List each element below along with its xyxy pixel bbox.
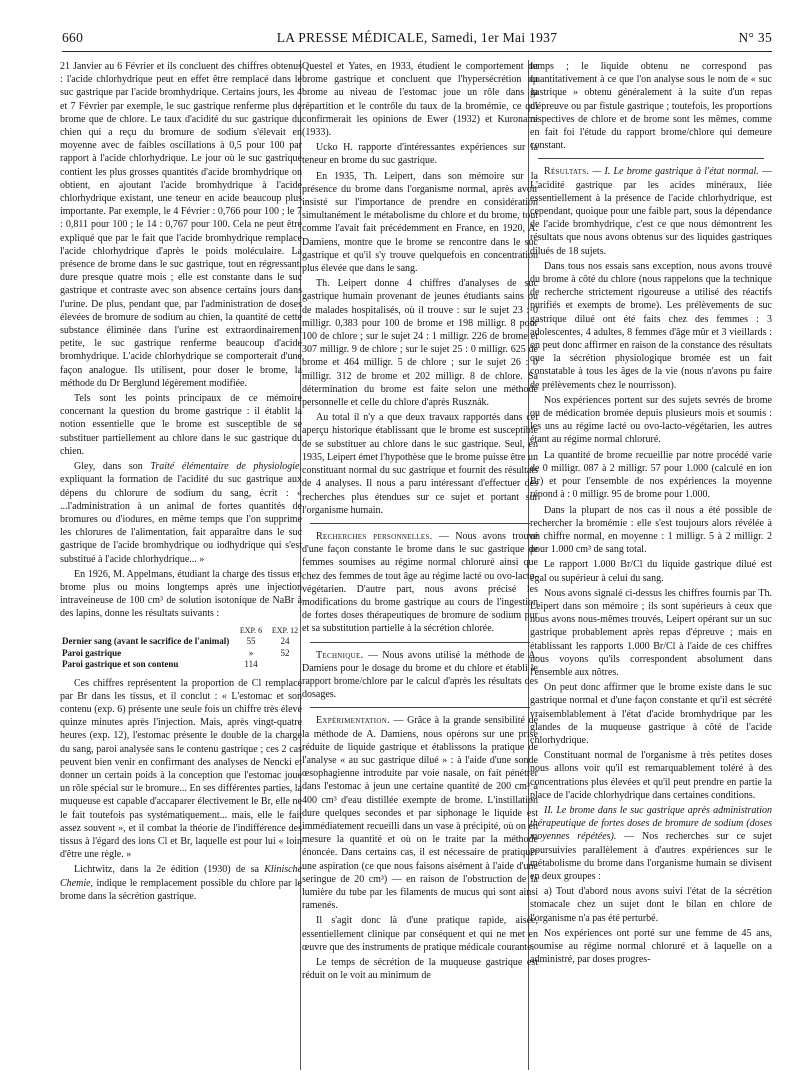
table-row-label: Dernier sang (avant le sacrifice de l'animal)	[62, 636, 230, 647]
paragraph	[302, 714, 538, 912]
table-cell: 24	[280, 636, 290, 647]
table-cell: »	[248, 647, 254, 658]
table-row	[60, 636, 302, 648]
table-column-header: EXP. 12	[271, 625, 299, 635]
paragraph: Dans tous nos essais sans exception, nous avons trouvé du brome à côté du chlore (nous rappelons que la technique de recherche strictement rigoureuse a utilisé des réactifs purifiés et exempts de brome). Les prélèvements de suc gastrique dilué ont été faits chez des femmes : 3 adolescentes, 4 adultes, 8 femmes d'âge mûr et 3 vieillards : on peut donc affirmer en raison de la constance des résultats que la sécrétion physiologique bromée est un fait constatable à tous les âges de la vie (nous n'avons pu faire de prélèvements chez le nourrisson).	[530, 260, 772, 391]
book-title: Klinische Chemie	[60, 864, 302, 889]
text-run: — Grâce à la grande sensibilité de la méthode de A. Damiens, nous opérons sur une prise réduite de liquide gastrique et établissons la pratique de l'analyse « au suc gastrique dilué » : à l'aide d'une sonde œsophagienne introduite par voie nasale, on fait pénétrer dans l'estomac à jeun une certaine quantité de 200 cm³ à 400 cm³ d'eau distillée exempte de brome. L'instillation dure quelques secondes et par siphonage le liquide est immédiatement recueilli dans un vase à précipité, où on en mesure la quantité et où on le traite par la méthode énoncée. Dans certains cas, il est nécessaire de pratiquer une aspiration (ce que nous faisons aisément à l'aide d'une seringue de 20 cm³) — en raison de l'obstruction de la lumière du tube par les filaments de mucus qui sont ainsi ramenés.	[302, 715, 538, 912]
section-heading: Expérimentation.	[316, 715, 390, 727]
paragraph: Nos expériences portent sur des sujets sevrés de brome ou de médication bromée depuis plusieurs mois et soumis : les uns au régime lacté ou ovo-lacto-végétarien, les autres étant au régime normal chloruré.	[530, 394, 772, 446]
book-title: Traité élémentaire de physiologie	[150, 461, 300, 473]
paragraph: En 1926, M. Appelmans, étudiant la charge des tissus en brome plus ou moins longtemps après une injection intraveineuse de 100 cm³ de solution isotonique de NaBr à des lapins, donne les résultats suivants :	[60, 568, 302, 620]
page-header	[62, 30, 772, 52]
paragraph: La quantité de brome recueillie par notre procédé varie de 0 milligr. 087 à 2 milligr. 57 pour 1.000 (calculé en ion Br) et pour l'ensemble de nos expériences la moyenne répond à : 0 milligr. 95 de brome pour 1.000.	[530, 449, 772, 501]
table-row-label: Paroi gastrique et son contenu	[62, 659, 179, 670]
paragraph: Tels sont les points principaux de ce mémoire concernant la question du brome gastrique : il établit la notion essentielle que le brome est susceptible de se substituer partiellement au chlore dans le suc gastrique du chien.	[60, 393, 302, 457]
section-separator	[310, 642, 530, 643]
column-right	[530, 60, 772, 1070]
table-row	[60, 648, 302, 660]
text-run: Gley, dans son	[74, 461, 151, 473]
paragraph: Th. Leipert donne 4 chiffres d'analyses de suc gastrique humain provenant de jeunes étudiants sains ou de malades hospitalisés, où il trouve : sur le sujet 23 : 0 milligr. 0,383 pour 100 de brome et 198 milligr. 8 pour 100 de chlore ; sur le sujet 24 : 1 milligr. 226 de brome et 307 milligr. 9 de chlore ; sur le sujet 25 : 0 milligr. 625 de brome et 464 milligr. 5 de chlore ; sur le sujet 26 : 0 milligr. 312 de brome et 202 milligr. 8 de chlore. Sa détermination du brome est faite selon une méthode personnelle et celle du chlore d'après Rusznák.	[302, 278, 538, 409]
text-run: Lichtwitz, dans la 2e édition (1930) de sa	[74, 864, 265, 876]
text-run: — Nous avons utilisé la méthode de A. Damiens pour le dosage du brome et du chlore et établi le rapport brome/chlore par le calcul d'après les résultats des dosages.	[302, 649, 538, 701]
paragraph: Dans la plupart de nos cas il nous a été possible de rechercher la bromémie : elle s'est toujours alors révélée à un chiffre normal, en moyenne : 1 milligr. 5 à 2 milligr. 2 pour 1.000 cm³ de sang total.	[530, 504, 772, 556]
section-separator	[538, 158, 764, 159]
column-left	[60, 60, 302, 1070]
paragraph: En 1935, Th. Leipert, dans son mémoire sur la présence du brome dans l'organisme normal, après avoir insisté sur l'importance de prendre en considération simultanément le métabolisme du chlore et du brome, tout comme l'avait fait précédemment en France, en 1920, A. Damiens, montre que le brome se rencontre dans le suc gastrique et qu'il s'y trouve quelquefois en concentration plus élevée que dans le sang.	[302, 170, 538, 275]
header-rule	[62, 51, 772, 52]
section-separator	[310, 707, 530, 708]
paragraph: Ucko H. rapporte d'intéressantes expériences sur la teneur en brome du suc gastrique.	[302, 142, 538, 167]
table-cell: 114	[244, 659, 258, 670]
section-heading: Résultats.	[544, 166, 590, 178]
paragraph: Questel et Yates, en 1933, étudient le comportement du brome gastrique et concluent que l'hypersécrétion du brome au niveau de l'estomac joue un rôle dans la répartition et le contrôle du taux de la bromémie, ce qui confirmerait les opinions de Ewer (1932) et Kuronami (1933).	[302, 61, 538, 139]
section-title: — I. Le brome gastrique à l'état normal.	[589, 166, 759, 178]
paragraph: Le temps de sécrétion de la muqueuse gastrique est réduit on le voit au minimum de	[302, 957, 538, 982]
text-run: — Nous avons trouvé d'une façon constante le brome dans le suc gastrique de femmes soumises au régime normal chloruré ainsi que chez des femmes de tout âge au régime lacté ou ovo-lacto-végétarien. D'autre part, nous avons précisé les modifications du brome gastrique au cours de l'ingestion de fortes doses thérapeutiques de bromure de sodium pur et sa substitution partielle à la sécrétion chlorée.	[302, 530, 538, 635]
paragraph: Au total il n'y a que deux travaux rapportés dans cet aperçu historique établissant que le brome est susceptible de se substituer au chlore dans le suc gastrique. Seul, en 1935, Leipert émet l'hypothèse que le brome puisse être un constituant normal du suc gastrique et fournit des résultats de 4 analyses. Il nous a paru intéressant d'effectuer des recherches plus étendues sur ce sujet et portant sur l'organisme humain.	[302, 412, 538, 516]
journal-title: LA PRESSE MÉDICALE, Samedi, 1er Mai 1937	[276, 30, 558, 45]
paragraph: Constituant normal de l'organisme à très petites doses nous allons voir qu'il est remarquablement toléré à des concentrations plus élevées et qu'il peut prendre en partie la place de l'acide chlorhydrique dans certaines conditions.	[530, 750, 772, 801]
text-run: — Nos recherches sur ce sujet poursuivies parallèlement à d'autres expériences sur le métabolisme du brome dans l'organisme humain se divisent en deux groupes :	[530, 831, 772, 882]
paragraph: a) Tout d'abord nous avons suivi l'état de la sécrétion stomacale chez un sujet dont le bilan en chlore de l'organisme n'a pas été perturbé.	[530, 886, 772, 924]
paragraph: Le rapport 1.000 Br/Cl du liquide gastrique dilué est égal ou supérieur à celui du sang.	[530, 559, 772, 584]
page-number: 660	[62, 30, 84, 45]
table-row	[60, 659, 302, 671]
section-separator	[310, 523, 530, 524]
paragraph: Nous avons signalé ci-dessus les chiffres fournis par Th. Leipert dans son mémoire ; ils sont supérieurs à ceux que nous avons nous-mêmes trouvés, Leipert opérant sur un suc gastrique probablement après repas d'épreuve ; mais en établissant les rapports 1.000 Br/Cl à l'aide de ces chiffres nous voyons qu'ils correspondent absolument dans l'ensemble aux nôtres.	[530, 587, 772, 678]
table-cell	[268, 659, 302, 671]
table-row-label: Paroi gastrique	[62, 647, 122, 658]
section-heading: Technique.	[316, 649, 364, 661]
issue-number: N° 35	[738, 30, 772, 45]
text-run: — L'acidité gastrique par les acides minéraux, liée essentiellement à la présence de l'acide chlorhydrique, est cependant, quoique pour une faible part, sous la dépendance de l'acide bromhydrique, c'est ce que nous démontrent les résultats que nous avons obtenus sur des liquides gastriques dilués de 18 sujets.	[530, 166, 772, 257]
paragraph	[530, 804, 772, 883]
paragraph: Ces chiffres représentent la proportion de Cl remplacé par Br dans les tissus, et il conclut : « L'estomac et son contenu (exp. 6) présente une seule fois un chiffre très élevé quinze minutes après l'injection. Mais, après vingt-quatre heures (exp. 12), l'estomac présente le double de la charge du sang, paroi analysée sans le contenu gastrique ; ces 2 cas peuvent bien venir en confirmant des analyses de Nencki et donner un certain poids à la conception que l'estomac joue un rôle spécial sur le bromure... En ses différentes parties, la muqueuse est capable d'accaparer électivement le Br, elle ne le fait toutefois pas systématiquement... mais, elle le fait assez souvent », et il combat la théorie de l'indifférence des tissus à l'égard des ions Cl et Br, laquelle est pour lui « loin d'être une règle. »	[60, 677, 302, 861]
paragraph	[302, 530, 538, 636]
column-middle	[302, 60, 538, 1070]
text-run: , indique le remplacement possible du chlore par le brome dans la sécrétion gastrique.	[60, 877, 302, 902]
paragraph: Nos expériences ont porté sur une femme de 45 ans, soumise au régime normal chloruré et à laquelle on a administré, par doses progres-	[530, 927, 772, 966]
section-title: II. Le brome dans le suc gastrique après administration thérapeutique de fortes doses de bromure de sodium (doses moyennes répétées).	[530, 804, 772, 843]
section-heading: Recherches personnelles.	[316, 530, 433, 542]
paragraph: temps ; le liquide obtenu ne correspond pas quantitativement à ce que l'on analyse sous le nom de « suc gastrique » obtenu généralement à la suite d'un repas d'épreuve ou par fistule gastrique ; toutefois, les proportions respectives de chlore et de brome sont les mêmes, comme en fait foi l'étude du rapport brome/chlore qui demeure constant.	[530, 61, 772, 152]
paragraph: Il s'agit donc là d'une pratique rapide, aisée, essentiellement clinique par conséquent et qui ne met en œuvre que des instruments de pratique médicale courante.	[302, 915, 538, 953]
table-header-row	[60, 625, 302, 637]
paragraph: 21 Janvier au 6 Février et ils concluent des chiffres obtenus : l'acide chlorhydrique peut en effet être remplacé dans le suc gastrique par l'acide bromhydrique. Certains jours, les 4 et 7 Février par exemple, le suc gastrique renferme plus de brome que de chlore. Le taux d'acidité du suc gastrique du chien qui a reçu du bromure de sodium s'élevait en moyenne avec de faibles oscillations à 0,5 pour 100 par rapport à l'acide chlorhydrique. Le jour où le suc gastrique contient les plus grosses quantités d'acide bromhydrique on obtient, en ajoutant l'acide bromhydrique à l'acide chlorhydrique existant, une teneur en acide beaucoup plus importante. Par exemple, le 4 Février : 0,766 pour 100 ; le 7 : 0,811 pour 100 ; le 14 : 0,767 pour 100. Cela ne peut être expliqué que par le fait que l'acide bromhydrique remplace l'acide chlorhydrique d'après le poids moléculaire. La présence de brome dans le suc gastrique, tout en régressant, dure presque quatre mois ; elle est constante dans le suc gastrique et contraste avec son absence certains jours dans l'urine. De plus, pendant que, par l'administration de doses élevées de bromure de sodium au chien, la quantité de cette substance éliminée dans l'urine est extraordinairement petite, le suc gastrique renferme beaucoup d'acide bromhydrique. L'acide chlorhydrique se comporterait d'une façon analogue. Ils utilisent, pour doser le brome, la méthode du Dr Berglund légèrement modifiée.	[60, 61, 302, 389]
table-column-header: EXP. 6	[239, 625, 263, 635]
table-cell: 52	[280, 647, 290, 658]
paragraph	[60, 460, 302, 566]
results-table	[60, 625, 302, 671]
paragraph	[60, 863, 302, 903]
paragraph: On peut donc affirmer que le brome existe dans le suc gastrique normal et d'une façon constante et qu'il est sécrété vraisemblablement à l'état d'acide bromhydrique par les glandes de la muqueuse gastrique à côté de l'acide chlorhydrique.	[530, 682, 772, 746]
table-cell: 55	[246, 636, 256, 647]
paragraph	[302, 649, 538, 702]
paragraph	[530, 165, 772, 257]
text-run: , expliquant la formation de l'acidité du suc gastrique aux dépens du chlorure de sodium du sang, écrit : « ...l'administration à un animal de fortes quantités de bromures ou d'iodures, en même temps que l'on supprime les chlorures de l'alimentation, fait apparaître dans le suc gastrique de l'acide bromhydrique ou iodhydrique qui s'est substitué à l'acide chlorhydrique... »	[60, 461, 302, 565]
